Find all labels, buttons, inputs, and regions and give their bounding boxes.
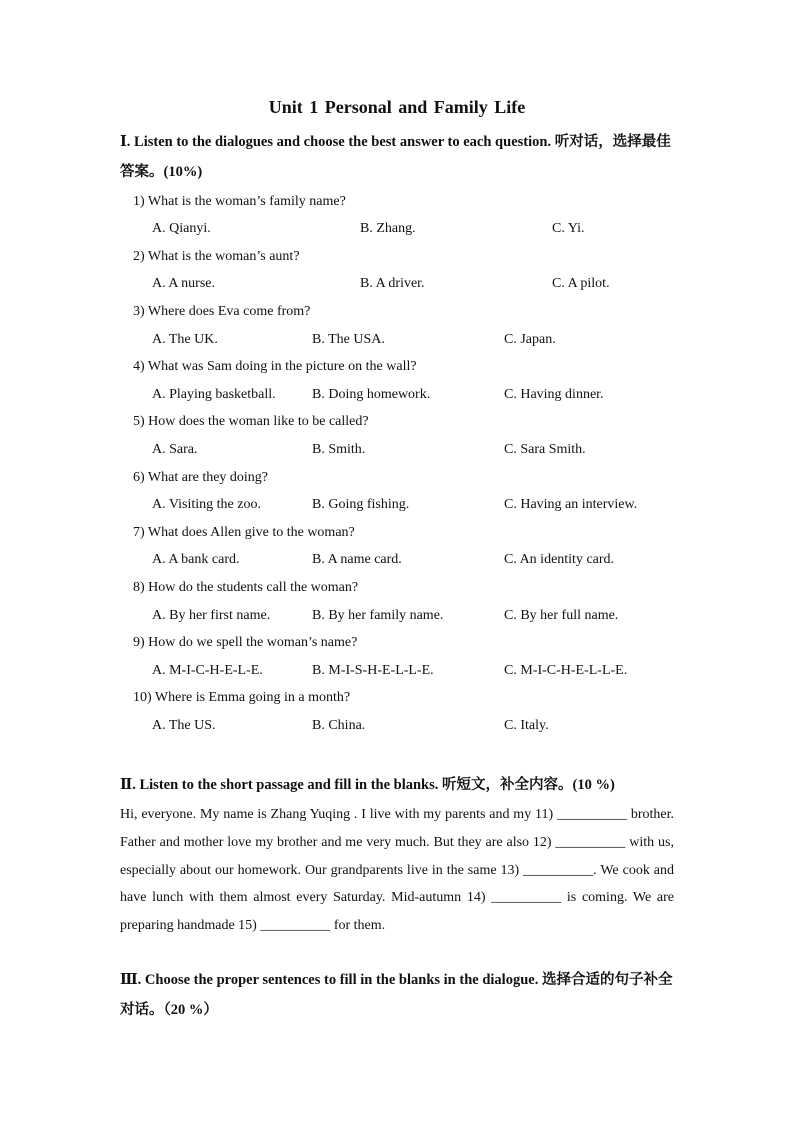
option-5c: C. Sara Smith. (504, 442, 586, 457)
option-4a: A. Playing basketball. (152, 387, 276, 402)
option-7a: A. A bank card. (152, 552, 240, 567)
section-2-heading: Ⅱ. Listen to the short passage and fill in the blanks. 听短文，补全内容。(10 %) (120, 777, 615, 793)
option-1a: A. Qianyi. (152, 221, 211, 236)
option-6a: A. Visiting the zoo. (152, 497, 261, 512)
option-6b: B. Going fishing. (312, 497, 410, 512)
option-7b: B. A name card. (312, 552, 402, 567)
question-9: 9) How do we spell the woman’s name? (133, 635, 358, 650)
question-5: 5) How does the woman like to be called? (133, 414, 369, 429)
option-10b: B. China. (312, 718, 366, 733)
question-7: 7) What does Allen give to the woman? (133, 525, 355, 540)
option-9b: B. M-I-S-H-E-L-L-E. (312, 663, 434, 678)
option-3b: B. The USA. (312, 332, 385, 347)
option-8b: B. By her family name. (312, 608, 444, 623)
section-1-heading: Ⅰ. Listen to the dialogues and choose the best answer to each question. 听对话，选择最佳答案。(10%) (120, 134, 671, 180)
option-3a: A. The UK. (152, 332, 218, 347)
page-title: Unit 1 Personal and Family Life (268, 97, 526, 117)
option-8a: A. By her first name. (152, 608, 271, 623)
question-2: 2) What is the woman’s aunt? (133, 249, 300, 264)
option-1b: B. Zhang. (360, 221, 416, 236)
question-10: 10) Where is Emma going in a month? (133, 690, 351, 705)
option-1c: C. Yi. (552, 221, 585, 236)
question-8: 8) How do the students call the woman? (133, 580, 359, 595)
section-2-passage: Hi, everyone. My name is Zhang Yuqing . I live with my parents and my 11) __________ brother. Father and mother love my brother and me very much. But they are also 12) __________ with us, especially about our homework. Our grandparents live in the same 13) __________. We cook and have lunch with them almost every Saturday. Mid-autumn 14) __________ is coming. We are preparing handmade 15) __________ for them. (120, 807, 674, 934)
option-2a: A. A nurse. (152, 276, 215, 291)
option-6c: C. Having an interview. (504, 497, 638, 512)
option-9a: A. M-I-C-H-E-L-E. (152, 663, 263, 678)
option-7c: C. An identity card. (504, 552, 615, 567)
option-8c: C. By her full name. (504, 608, 619, 623)
section-3-heading: Ⅲ. Choose the proper sentences to fill in the blanks in the dialogue. 选择合适的句子补全对话。（20 %） (120, 972, 673, 1018)
option-4c: C. Having dinner. (504, 387, 604, 402)
question-4: 4) What was Sam doing in the picture on the wall? (133, 359, 417, 374)
question-3: 3) Where does Eva come from? (133, 304, 311, 319)
option-9c: C. M-I-C-H-E-L-L-E. (504, 663, 628, 678)
question-6: 6) What are they doing? (133, 470, 269, 485)
option-2b: B. A driver. (360, 276, 425, 291)
option-5b: B. Smith. (312, 442, 366, 457)
option-3c: C. Japan. (504, 332, 556, 347)
option-4b: B. Doing homework. (312, 387, 431, 402)
option-5a: A. Sara. (152, 442, 198, 457)
option-10a: A. The US. (152, 718, 216, 733)
option-10c: C. Italy. (504, 718, 549, 733)
question-1: 1) What is the woman’s family name? (133, 194, 346, 209)
option-2c: C. A pilot. (552, 276, 610, 291)
